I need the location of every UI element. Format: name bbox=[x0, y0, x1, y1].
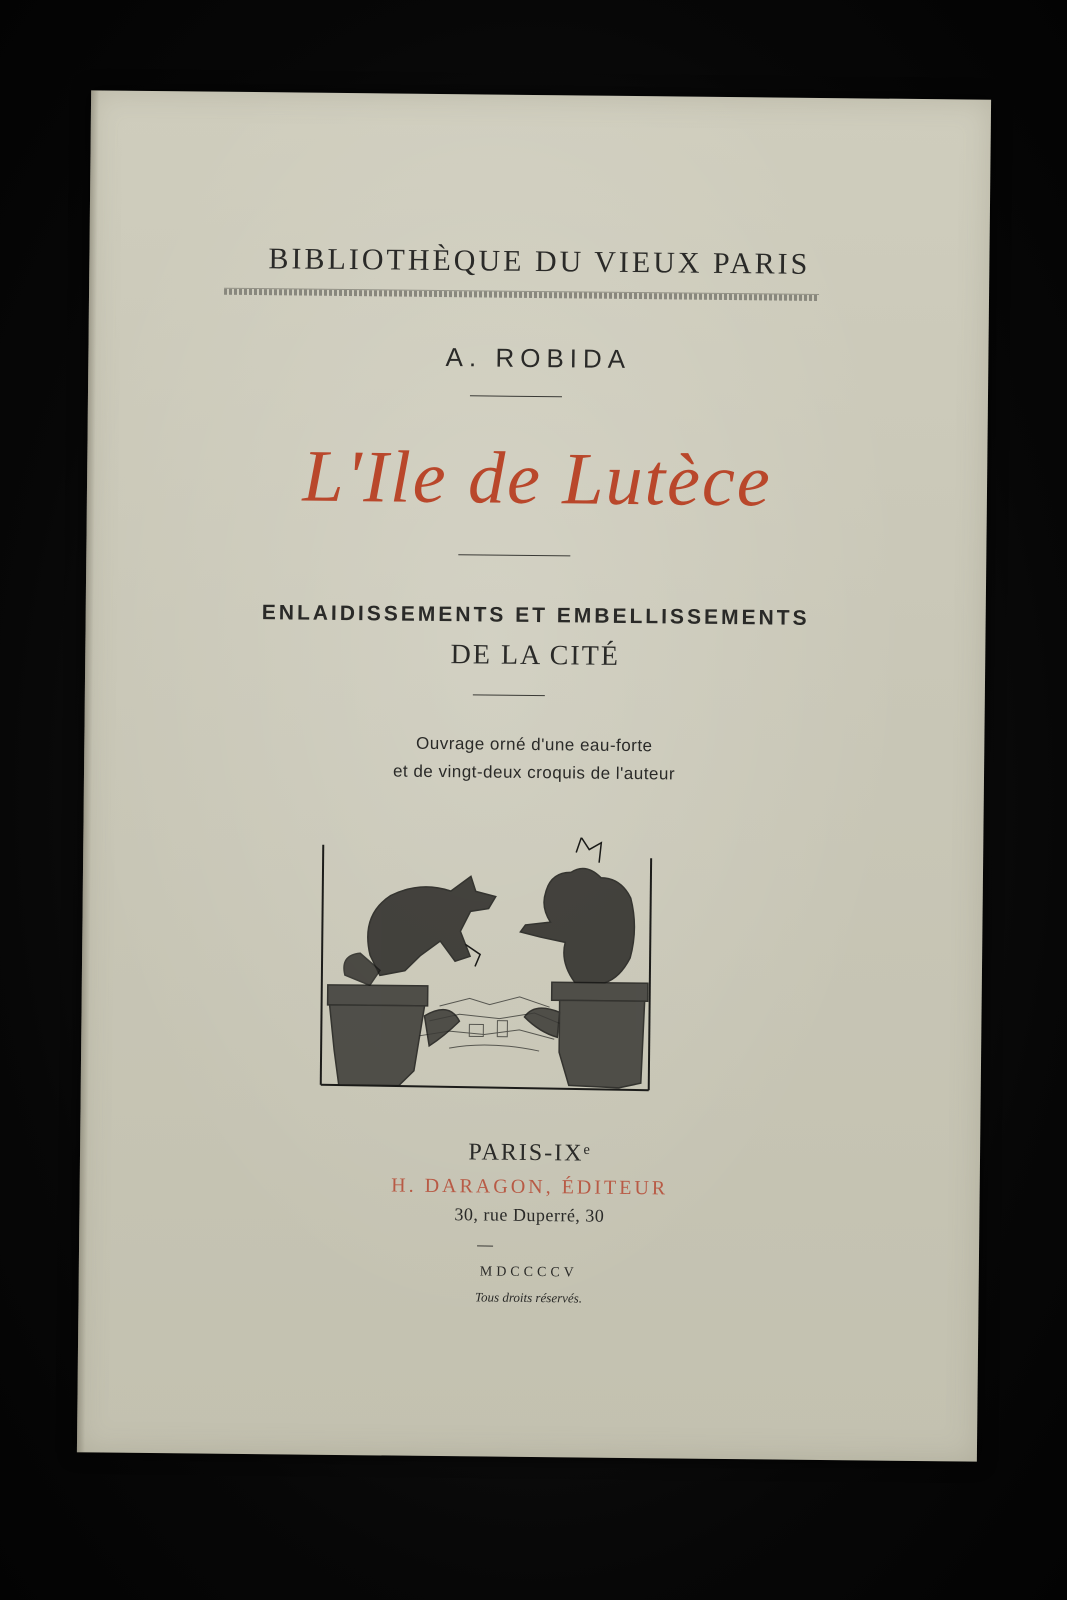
description-line-2: et de vingt-deux croquis de l'auteur bbox=[392, 761, 676, 784]
gargoyles-engraving-illustration bbox=[319, 835, 654, 1094]
author-name: A. ROBIDA bbox=[445, 342, 632, 374]
series-title: BIBLIOTHÈQUE DU VIEUX PARIS bbox=[268, 242, 811, 281]
divider-rule bbox=[458, 554, 570, 556]
publisher-address: 30, rue Duperré, 30 bbox=[454, 1204, 605, 1226]
description-line-1: Ouvrage orné d'une eau-forte bbox=[415, 733, 653, 756]
divider-rule bbox=[470, 395, 562, 397]
publication-city: PARIS-IXᵉ bbox=[468, 1139, 592, 1167]
subtitle-line-1: ENLAIDISSEMENTS ET EMBELLISSEMENTS bbox=[261, 601, 810, 630]
subtitle-line-2: DE LA CITÉ bbox=[450, 639, 621, 672]
wavy-divider bbox=[224, 288, 819, 301]
publisher-name: H. DARAGON, ÉDITEUR bbox=[391, 1174, 669, 1200]
rights-notice: Tous droits réservés. bbox=[474, 1289, 583, 1306]
book-title: L'Ile de Lutèce bbox=[302, 435, 773, 523]
book-cover bbox=[77, 90, 991, 1461]
divider-rule bbox=[477, 1245, 493, 1246]
publication-year: MDCCCCV bbox=[479, 1264, 578, 1281]
divider-rule bbox=[473, 694, 545, 696]
